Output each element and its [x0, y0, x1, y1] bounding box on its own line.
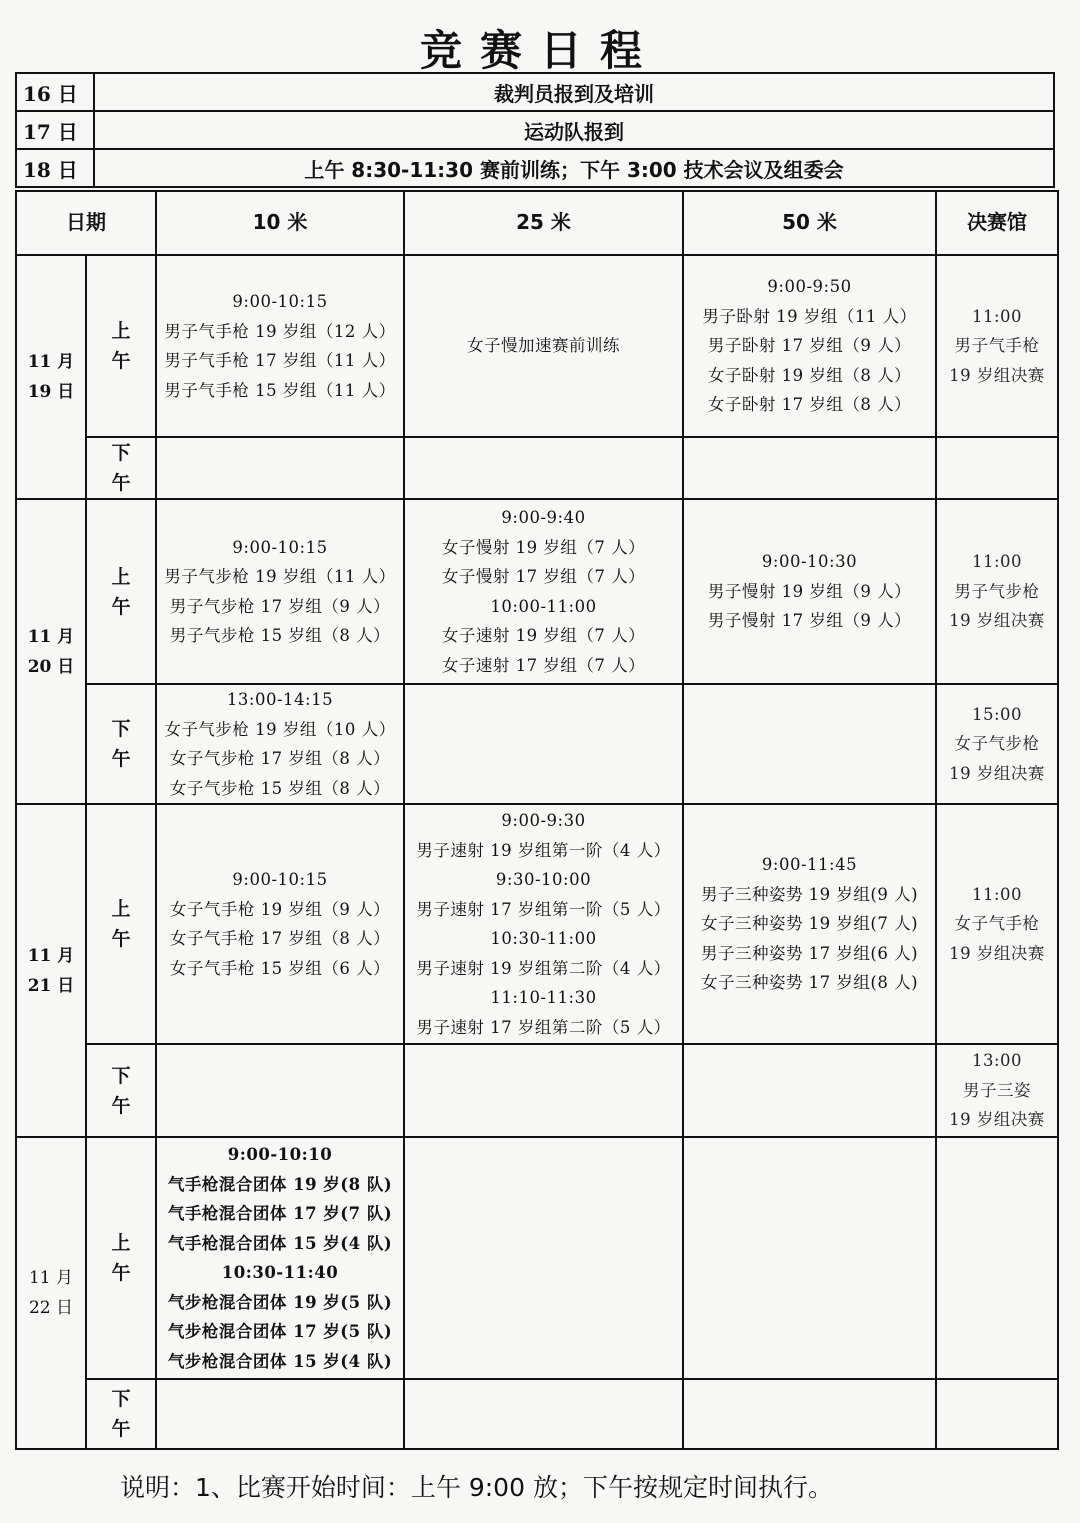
date-cell	[16, 1137, 86, 1449]
period-text: 下	[111, 1064, 131, 1087]
cell-final-hall	[936, 1044, 1058, 1137]
footnote: 说明：1、比赛开始时间：上午 9:00 放；下午按规定时间执行。	[120, 1473, 833, 1502]
event-line: 13:00	[971, 1051, 1023, 1071]
event-line: 气手枪混合团体 15 岁(4 队)	[167, 1233, 393, 1253]
event-line: 15:00	[971, 704, 1023, 724]
header-25m: 25 米	[404, 191, 683, 255]
period-text: 午	[111, 472, 131, 494]
schedule-row-am	[16, 1137, 1058, 1379]
cell-25m	[404, 437, 683, 499]
event-line: 气步枪混合团体 19 岁(5 队)	[167, 1292, 393, 1312]
date-text: 11 月	[27, 626, 75, 647]
cell-25m	[404, 255, 683, 437]
date-text: 22 日	[28, 1298, 74, 1318]
period-morning	[86, 255, 156, 437]
event-line: 男子速射 19 岁组第二阶（4 人）	[416, 958, 671, 978]
cell-50m	[683, 1379, 936, 1449]
period-morning	[86, 499, 156, 684]
cell-10m	[156, 437, 404, 499]
header-10m: 10 米	[156, 191, 404, 255]
event-line: 气手枪混合团体 17 岁(7 队)	[167, 1204, 393, 1223]
schedule-row-pm	[16, 684, 1058, 804]
event-line: 女子速射 19 岁组（7 人）	[441, 626, 646, 645]
competition-schedule-table	[15, 190, 1059, 1450]
event-line: 9:00-10:10	[227, 1145, 333, 1164]
event-line: 男子三种姿势 19 岁组(9 人)	[700, 884, 919, 904]
event-line: 19 岁组决赛	[949, 1110, 1045, 1130]
period-text: 午	[111, 595, 131, 618]
period-morning	[86, 804, 156, 1044]
event-line: 男子速射 19 岁组第一阶（4 人）	[416, 840, 671, 860]
cell-25m	[404, 1137, 683, 1379]
pre-schedule-row	[16, 111, 1054, 149]
event-line: 男子气步枪 17 岁组（9 人）	[169, 596, 391, 616]
event-line: 男子气手枪 19 岁组（12 人）	[164, 321, 396, 341]
event-line: 男子速射 17 岁组第二阶（5 人）	[416, 1017, 671, 1037]
event-line: 男子气手枪	[954, 336, 1040, 356]
cell-25m	[404, 684, 683, 804]
period-text: 上	[111, 1232, 131, 1254]
schedule-row-pm	[16, 1379, 1058, 1449]
schedule-body	[16, 255, 1058, 1449]
period-text: 午	[111, 1418, 131, 1440]
event-line: 男子速射 17 岁组第一阶（5 人）	[416, 899, 671, 919]
period-text: 午	[111, 928, 131, 950]
event-line: 气步枪混合团体 17 岁(5 队)	[167, 1322, 393, 1341]
pre-activity: 裁判员报到及培训	[94, 73, 1054, 111]
event-line: 女子速射 17 岁组（7 人）	[441, 655, 646, 675]
event-line: 女子慢射 17 岁组（7 人）	[441, 567, 646, 586]
schedule-row-am	[16, 499, 1058, 684]
event-line: 气手枪混合团体 19 岁(8 队)	[167, 1174, 393, 1194]
date-text: 11 月	[27, 352, 75, 372]
header-50m: 50 米	[683, 191, 936, 255]
schedule-row-am	[16, 804, 1058, 1044]
event-line: 9:00-10:15	[232, 292, 328, 311]
period-text: 上	[111, 565, 131, 588]
event-line: 11:10-11:30	[490, 988, 597, 1007]
cell-25m	[404, 1379, 683, 1449]
period-text: 上	[111, 898, 131, 920]
event-line: 女子卧射 19 岁组（8 人）	[707, 365, 912, 385]
event-line: 女子气手枪	[954, 914, 1040, 934]
event-line: 女子慢加速赛前训练	[467, 336, 620, 356]
period-afternoon	[86, 684, 156, 804]
date-text: 21 日	[27, 975, 75, 996]
cell-final-hall	[936, 1137, 1058, 1379]
date-text: 20 日	[27, 656, 75, 677]
pre-activity: 上午 8:30-11:30 赛前训练；下午 3:00 技术会议及组委会	[94, 149, 1054, 187]
cell-10m	[156, 1044, 404, 1137]
event-line: 19 岁组决赛	[949, 763, 1045, 783]
event-line: 13:00-14:15	[226, 690, 334, 709]
event-line: 男子慢射 19 岁组（9 人）	[707, 581, 912, 601]
header-row	[16, 191, 1058, 255]
event-line: 女子气步枪 17 岁组（8 人）	[169, 749, 391, 768]
cell-50m	[683, 684, 936, 804]
period-afternoon	[86, 1044, 156, 1137]
cell-10m	[156, 1379, 404, 1449]
cell-10m	[156, 255, 404, 437]
page-title: 竞赛日程	[419, 26, 660, 75]
event-line: 10:30-11:00	[490, 929, 597, 948]
event-line: 男子卧射 19 岁组（11 人）	[702, 306, 917, 326]
cell-50m	[683, 1137, 936, 1379]
cell-final-hall	[936, 1379, 1058, 1449]
date-cell	[16, 804, 86, 1137]
cell-25m	[404, 804, 683, 1044]
event-line: 男子气步枪	[954, 581, 1040, 601]
event-line: 女子气手枪 19 岁组（9 人）	[169, 899, 391, 919]
event-line: 9:00-11:45	[761, 855, 858, 875]
period-afternoon	[86, 1379, 156, 1449]
period-text: 午	[111, 748, 131, 770]
event-line: 女子三种姿势 17 岁组(8 人)	[700, 973, 919, 993]
event-line: 女子气手枪 17 岁组（8 人）	[169, 929, 391, 948]
event-line: 女子气手枪 15 岁组（6 人）	[169, 958, 391, 978]
cell-10m	[156, 684, 404, 804]
pre-day: 18 日	[16, 149, 94, 187]
period-text: 午	[111, 1094, 131, 1117]
event-line: 9:00-9:40	[501, 508, 586, 527]
cell-final-hall	[936, 499, 1058, 684]
schedule-row-pm	[16, 1044, 1058, 1137]
period-text: 下	[111, 718, 131, 740]
date-cell	[16, 255, 86, 499]
event-line: 9:00-10:15	[232, 537, 328, 557]
cell-10m	[156, 499, 404, 684]
cell-final-hall	[936, 804, 1058, 1044]
event-line: 男子气手枪 17 岁组（11 人）	[164, 351, 396, 370]
cell-final-hall	[936, 437, 1058, 499]
cell-25m	[404, 499, 683, 684]
event-line: 9:00-10:30	[761, 552, 858, 572]
period-text: 午	[111, 1262, 131, 1284]
pre-schedule-row	[16, 73, 1054, 111]
schedule-row-pm	[16, 437, 1058, 499]
period-text: 下	[111, 1388, 131, 1410]
event-line: 10:00-11:00	[490, 596, 597, 616]
event-line: 9:00-9:50	[767, 277, 852, 297]
event-line: 11:00	[971, 306, 1023, 326]
period-text: 上	[111, 320, 131, 342]
event-line: 男子慢射 17 岁组（9 人）	[707, 611, 912, 631]
event-line: 11:00	[971, 884, 1023, 904]
cell-final-hall	[936, 684, 1058, 804]
cell-50m	[683, 437, 936, 499]
event-line: 19 岁组决赛	[949, 943, 1045, 963]
event-line: 10:30-11:40	[221, 1263, 339, 1282]
cell-10m	[156, 1137, 404, 1379]
pre-day: 16 日	[16, 73, 94, 111]
period-text: 午	[111, 350, 131, 372]
event-line: 女子气步枪 15 岁组（8 人）	[169, 778, 391, 798]
event-line: 气步枪混合团体 15 岁(4 队)	[167, 1351, 393, 1371]
event-line: 9:30-10:00	[495, 870, 592, 889]
event-line: 男子三姿	[963, 1080, 1031, 1100]
event-line: 女子慢射 19 岁组（7 人）	[441, 537, 646, 557]
event-line: 女子气步枪 19 岁组（10 人）	[164, 719, 396, 739]
date-cell	[16, 499, 86, 804]
cell-50m	[683, 499, 936, 684]
event-line: 女子气步枪	[954, 734, 1040, 754]
period-afternoon	[86, 437, 156, 499]
event-line: 19 岁组决赛	[949, 611, 1045, 631]
date-text: 11 月	[28, 1268, 74, 1288]
cell-50m	[683, 255, 936, 437]
pre-day: 17 日	[16, 111, 94, 149]
event-line: 男子三种姿势 17 岁组(6 人)	[700, 943, 919, 963]
pre-schedule-row	[16, 149, 1054, 187]
period-morning	[86, 1137, 156, 1379]
cell-50m	[683, 1044, 936, 1137]
period-text: 下	[111, 442, 131, 464]
event-line: 男子气手枪 15 岁组（11 人）	[164, 380, 396, 400]
event-line: 9:00-9:30	[501, 811, 586, 830]
event-line: 11:00	[971, 552, 1023, 572]
header-final-hall: 决赛馆	[936, 191, 1058, 255]
header-date: 日期	[16, 191, 156, 255]
event-line: 女子三种姿势 19 岁组(7 人)	[700, 914, 919, 934]
pre-activity: 运动队报到	[94, 111, 1054, 149]
pre-schedule-table	[15, 72, 1055, 188]
event-line: 9:00-10:15	[232, 870, 328, 889]
cell-25m	[404, 1044, 683, 1137]
event-line: 男子气步枪 19 岁组（11 人）	[164, 567, 396, 586]
schedule-row-am	[16, 255, 1058, 437]
event-line: 19 岁组决赛	[949, 365, 1045, 385]
cell-10m	[156, 804, 404, 1044]
cell-50m	[683, 804, 936, 1044]
cell-final-hall	[936, 255, 1058, 437]
event-line: 男子卧射 17 岁组（9 人）	[707, 336, 912, 356]
date-text: 11 月	[27, 945, 75, 966]
date-text: 19 日	[27, 382, 75, 402]
event-line: 男子气步枪 15 岁组（8 人）	[169, 626, 391, 645]
event-line: 女子卧射 17 岁组（8 人）	[707, 395, 912, 415]
